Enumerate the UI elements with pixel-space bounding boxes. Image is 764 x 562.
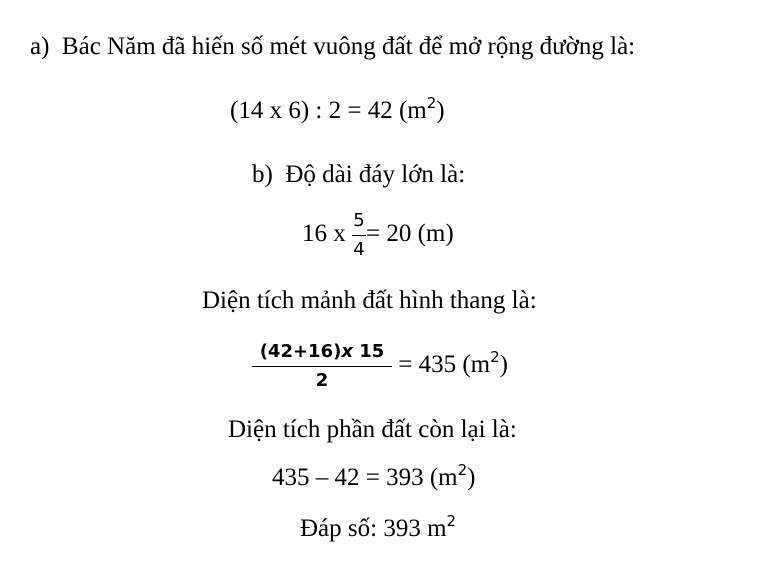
trapezoid-fraction-denominator: 2 (315, 369, 329, 391)
trapezoid-result-end: ) (499, 351, 508, 378)
trapezoid-result-exponent: 2 (490, 348, 500, 366)
numerator-sum: (42+16) (259, 340, 342, 362)
part-b-calc-suffix: = 20 (m) (366, 220, 454, 247)
part-a-calc-end: ) (436, 97, 445, 124)
part-a-calc-text: (14 x 6) : 2 = 42 (m (230, 97, 427, 124)
final-answer-text: Đáp số: 393 m (300, 515, 447, 542)
part-b-heading (252, 160, 465, 190)
trapezoid-fraction-bar (252, 366, 392, 367)
part-b-label: b) (252, 161, 273, 188)
trapezoid-calculation (252, 333, 508, 399)
part-a-calc-exponent: 2 (426, 94, 437, 112)
part-a-label: a) (30, 33, 50, 60)
part-b-calc-prefix: 16 x (302, 220, 346, 247)
fraction-numerator: 5 (353, 209, 365, 231)
part-b-heading-text: Độ dài đáy lớn là: (285, 161, 466, 188)
part-a-calculation (230, 96, 445, 128)
remaining-calc-end: ) (467, 464, 476, 491)
trapezoid-result: = 435 (m (398, 351, 491, 378)
final-answer (300, 514, 456, 546)
numerator-height: 15 (352, 340, 385, 362)
part-a-text: Bác Năm đã hiến số mét vuông đất để mở rộng đường là: (61, 33, 636, 60)
fraction-five-fourths (352, 210, 366, 261)
numerator-times: x (341, 340, 353, 362)
trapezoid-heading: Diện tích mảnh đất hình thang là: (202, 287, 537, 314)
remaining-calc-text: 435 – 42 = 393 (m (272, 464, 458, 491)
fraction-bar (352, 235, 366, 236)
part-b-calculation (302, 204, 454, 264)
final-answer-exponent: 2 (446, 512, 457, 530)
remaining-heading: Diện tích phần đất còn lại là: (228, 416, 517, 443)
fraction-denominator: 4 (353, 238, 365, 260)
trapezoid-fraction (252, 341, 392, 392)
remaining-calculation (272, 463, 476, 495)
part-a-line (30, 32, 635, 62)
trapezoid-fraction-numerator (252, 341, 392, 363)
remaining-calc-exponent: 2 (457, 461, 468, 479)
